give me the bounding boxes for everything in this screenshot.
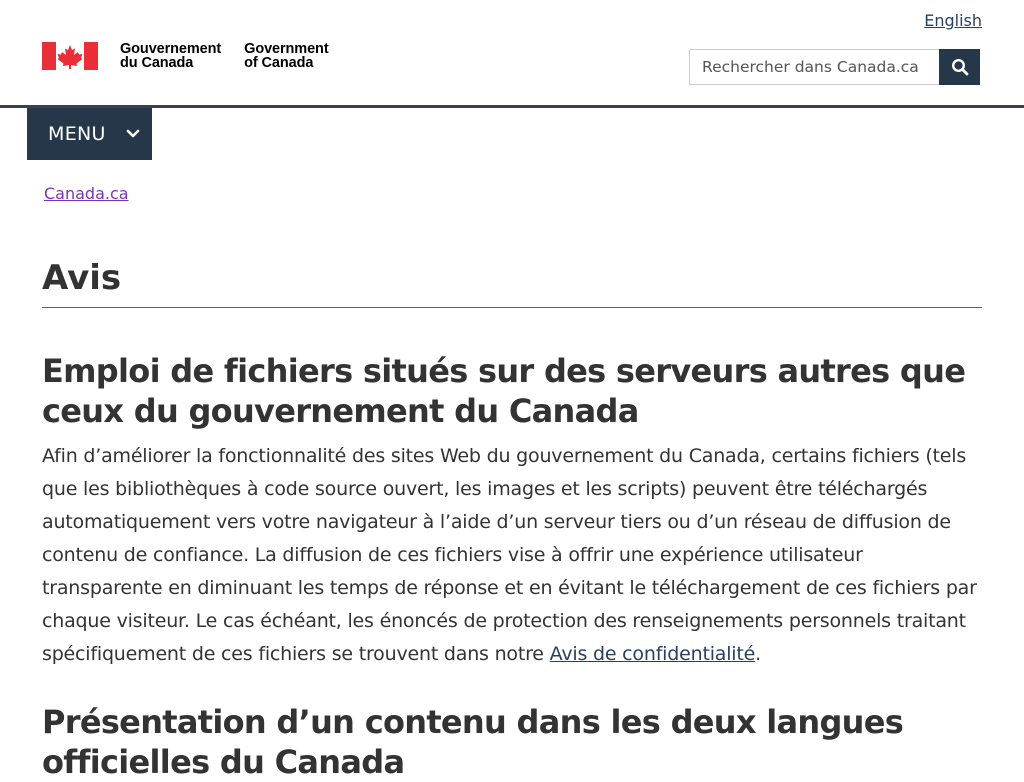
search-button[interactable] [939,49,980,85]
breadcrumb-item-canada-ca[interactable]: Canada.ca [44,184,129,203]
language-toggle-link[interactable]: English [924,11,982,30]
menu-label: MENU [48,123,106,145]
canada-flag-icon [42,42,98,70]
search-input[interactable] [689,49,939,85]
site-search [689,49,980,85]
wordmark-english-line-2: of Canada [244,55,314,71]
wordmark-french-line-1: Gouvernement [120,41,222,57]
title-underline [42,307,982,308]
section-heading: Emploi de fichiers situés sur des serveurs autres que ceux du gouvernement du Canada [42,352,966,430]
magnifier-icon [951,58,969,76]
government-signature[interactable] [42,42,329,70]
section-heading: Présentation d’un contenu dans les deux langues officielles du Canada [42,703,904,781]
privacy-notice-link[interactable]: Avis de confidentialité [549,643,756,665]
section-paragraph [42,440,987,671]
paragraph-end: . [755,643,761,665]
page-title: Avis [42,258,122,298]
wordmark-english [244,42,328,70]
header-divider [0,105,1024,108]
chevron-down-icon [126,129,140,139]
wordmark-french [120,42,221,70]
main-content [42,351,987,782]
wordmark-french-line-2: du Canada [120,55,194,71]
wordmark-english-line-1: Government [244,41,329,57]
menu-button[interactable] [27,108,152,160]
paragraph-text: Afin d’améliorer la fonctionnalité des sites Web du gouvernement du Canada, certains fichiers (tels que les bibliothèques à code source ouvert, les images et les scripts) peuvent être téléchargés automatiquement vers votre navigateur à l’aide d’un serveur tiers ou d’un réseau de diffusion de contenu de confiance. La diffusion de ces fichiers vise à offrir une expérience utilisateur transparente en diminuant les temps de réponse et en évitant le téléchargement de ces fichiers par chaque visiteur. Le cas échéant, les énoncés de protection des renseignements personnels traitant spécifiquement de ces fichiers se trouvent dans notre [42,445,977,665]
